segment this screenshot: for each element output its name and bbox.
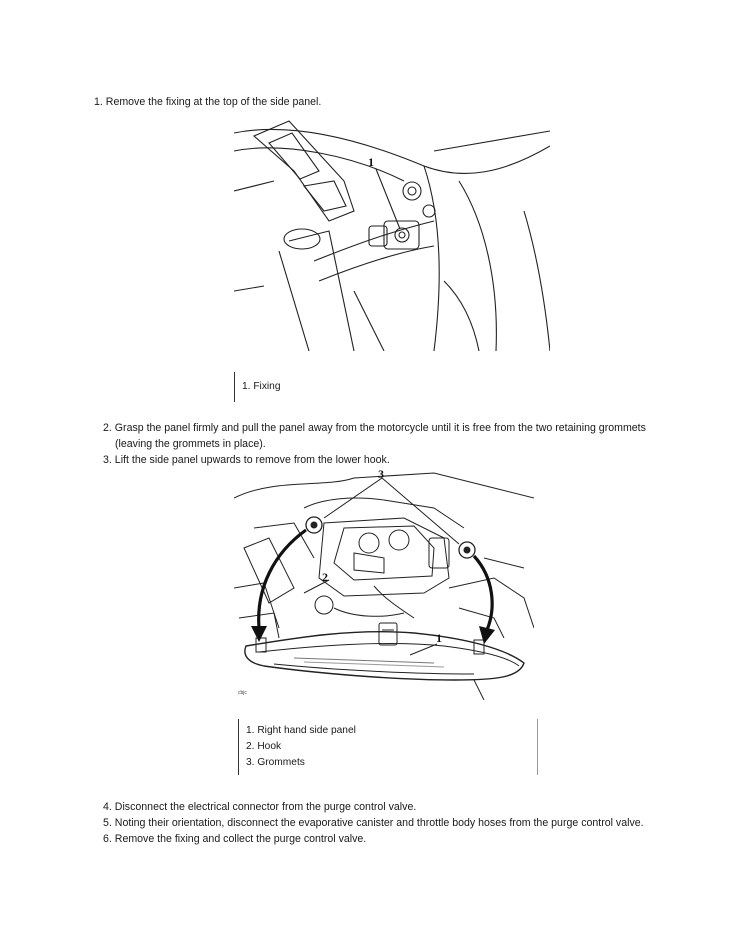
- step-1-text: Remove the fixing at the top of the side panel.: [105, 96, 322, 108]
- legend-rule: [238, 719, 239, 775]
- panel-removal-illustration: [234, 468, 534, 700]
- step-2-continuation: (leaving the grommets in place).: [115, 438, 266, 450]
- step-3: [103, 452, 390, 468]
- fixing-illustration: [234, 111, 550, 351]
- step-4-text: Disconnect the electrical connector from the purge control valve.: [114, 801, 417, 813]
- step-5-number: 5.: [103, 817, 112, 829]
- step-6-number: 6.: [103, 833, 112, 845]
- figure-fixing: [234, 111, 550, 351]
- figure-panel-removal: [234, 468, 534, 700]
- legend-item: 2. Hook: [246, 741, 282, 752]
- legend-fixing: [234, 372, 374, 402]
- figure-code: cbjc: [238, 690, 247, 696]
- panel-callout: 1: [436, 631, 442, 645]
- step-3-text: Lift the side panel upwards to remove from the lower hook.: [114, 454, 390, 466]
- grommets-callout: 3: [378, 468, 384, 481]
- step-1-number: 1.: [94, 96, 103, 108]
- step-2-text: Grasp the panel firmly and pull the panel away from the motorcycle until it is free from the two retaining grommets: [114, 422, 646, 434]
- legend-panel-removal: [238, 719, 538, 775]
- legend-item: 3. Grommets: [246, 757, 305, 768]
- step-4: [103, 799, 416, 815]
- legend-item: 1. Fixing: [242, 381, 281, 392]
- legend-rule-right: [537, 719, 538, 775]
- hook-callout: 2: [322, 570, 328, 584]
- step-6: [103, 831, 366, 847]
- step-3-number: 3.: [103, 454, 112, 466]
- fixing-callout: 1: [368, 155, 374, 169]
- step-5-text: Noting their orientation, disconnect the evaporative canister and throttle body hoses from the purge control valve.: [114, 817, 644, 829]
- step-2: [103, 420, 646, 452]
- legend-rule: [234, 372, 235, 402]
- step-4-number: 4.: [103, 801, 112, 813]
- legend-item: 1. Right hand side panel: [246, 725, 356, 736]
- step-1: [94, 94, 321, 110]
- step-2-number: 2.: [103, 422, 112, 434]
- step-6-text: Remove the fixing and collect the purge control valve.: [114, 833, 367, 845]
- step-5: [103, 815, 644, 831]
